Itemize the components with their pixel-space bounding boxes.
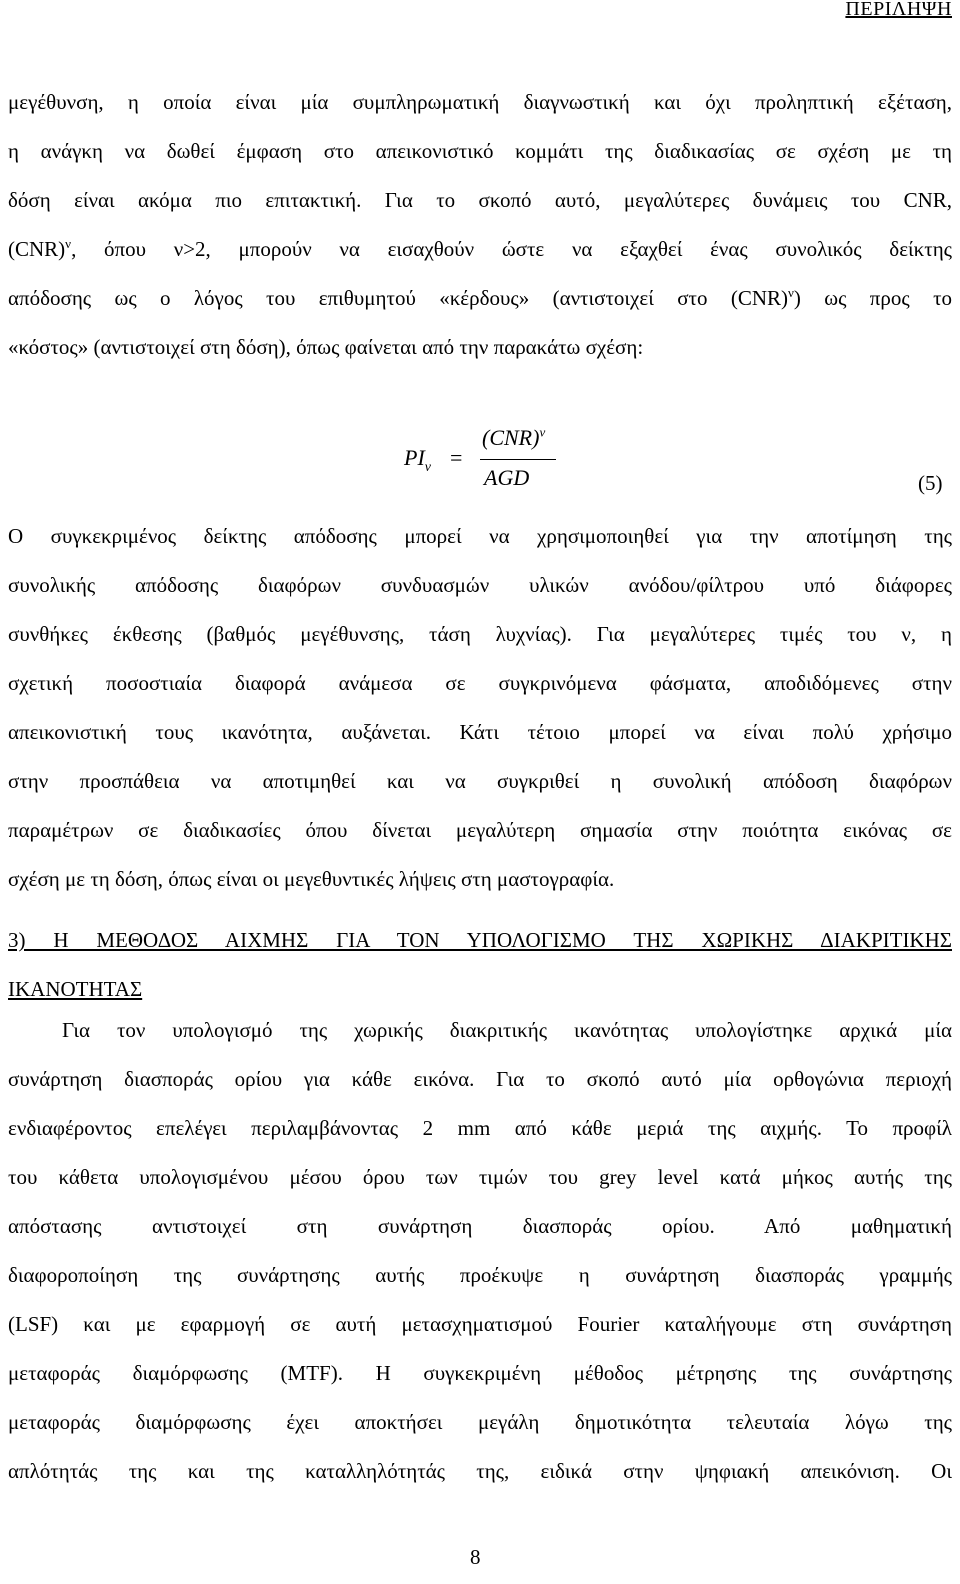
text-line: μεγέθυνση, η οποία είναι μία συμπληρωματική διαγνωστική και όχι προληπτική εξέταση, [8, 90, 952, 114]
fraction-bar [480, 459, 556, 460]
section-heading-line: 3) Η ΜΕΘΟΔΟΣ ΑΙΧΜΗΣ ΓΙΑ ΤΟΝ ΥΠΟΛΟΓΙΣΜΟ ΤΗΣ ΧΩΡΙΚΗΣ ΔΙΑΚΡΙΤΙΚΗΣ [8, 928, 952, 952]
text-line [8, 225, 952, 274]
text-line: παραμέτρων σε διαδικασίες όπου δίνεται μεγαλύτερη σημασία στην ποιότητα εικόνας σε [8, 818, 952, 842]
text-line: σχετική ποσοστιαία διαφορά ανάμεσα σε συγκρινόμενα φάσματα, αποδιδόμενες στην [8, 671, 952, 695]
text-fragment: απόδοσης ως ο λόγος του επιθυμητού «κέρδους» (αντιστοιχεί στο (CNR) [8, 286, 789, 310]
equation-numerator [482, 425, 545, 451]
running-header: ΠΕΡΙΛΗΨΗ [845, 0, 952, 20]
text-line: συνάρτηση διασποράς ορίου για κάθε εικόνα. Για το σκοπό αυτό μία ορθογώνια περιοχή [8, 1067, 952, 1091]
text-line: του κάθετα υπολογισμένου μέσου όρου των τιμών του grey level κατά μήκος αυτής της [8, 1165, 952, 1189]
text-line: συνολικής απόδοσης διαφόρων συνδυασμών υλικών ανόδου/φίλτρου υπό διάφορες [8, 573, 952, 597]
text-line: απεικονιστική τους ικανότητα, αυξάνεται. Κάτι τέτοιο μπορεί να είναι πολύ χρήσιμο [8, 720, 952, 744]
text-line: «κόστος» (αντιστοιχεί στη δόση), όπως φαίνεται από την παρακάτω σχέση: [8, 335, 644, 359]
text-fragment: , όπου ν>2, μπορούν να εισαχθούν ώστε να εξαχθεί ένας συνολικός δείκτης [71, 237, 952, 261]
text-line: η ανάγκη να δωθεί έμφαση στο απεικονιστικό κομμάτι της διαδικασίας σε σχέση με τη [8, 139, 952, 163]
text-line: Για τον υπολογισμό της χωρικής διακριτικής ικανότητας υπολογίστηκε αρχικά μία [62, 1018, 952, 1042]
text-line: συνθήκες έκθεσης (βαθμός μεγέθυνσης, τάση λυχνίας). Για μεγαλύτερες τιμές του ν, η [8, 622, 952, 646]
lhs-subscript: ν [424, 460, 431, 475]
text-line [8, 274, 952, 323]
text-fragment: ) ως προς το [793, 286, 953, 310]
equation-5 [404, 425, 960, 505]
text-line: διαφοροποίηση της συνάρτησης αυτής προέκυψε η συνάρτηση διασποράς γραμμής [8, 1263, 952, 1287]
equation-lhs [404, 445, 431, 475]
section-heading [8, 916, 952, 1014]
text-line: μεταφοράς διαμόρφωσης (MTF). Η συγκεκριμένη μέθοδος μέτρησης της συνάρτησης [8, 1361, 952, 1385]
text-fragment: (CNR) [8, 237, 66, 261]
page-number: 8 [470, 1545, 481, 1569]
numerator-text: (CNR) [482, 425, 540, 450]
lhs-symbol: PI [404, 445, 425, 470]
text-line: απόστασης αντιστοιχεί στη συνάρτηση διασποράς ορίου. Από μαθηματική [8, 1214, 952, 1238]
paragraph-intro [8, 78, 952, 372]
text-line: στην προσπάθεια να αποτιμηθεί και να συγκριθεί η συνολική απόδοση διαφόρων [8, 769, 952, 793]
text-line: δόση είναι ακόμα πιο επιτακτική. Για το σκοπό αυτό, μεγαλύτερες δυνάμεις του CNR, [8, 188, 952, 212]
text-line: μεταφοράς διαμόρφωσης έχει αποκτήσει μεγάλη δημοτικότητα τελευταία λόγω της [8, 1410, 952, 1434]
text-line: (LSF) και με εφαρμογή σε αυτή μετασχηματισμού Fourier καταλήγουμε στη συνάρτηση [8, 1312, 952, 1336]
equation-number: (5) [918, 471, 943, 495]
paragraph-edge-method [8, 1006, 952, 1496]
text-line: σχέση με τη δόση, όπως είναι οι μεγεθυντικές λήψεις στη μαστογραφία. [8, 867, 615, 891]
text-line: απλότητάς της και της καταλληλότητάς της, ειδικά στην ψηφιακή απεικόνιση. Οι [8, 1459, 952, 1483]
text-line: Ο συγκεκριμένος δείκτης απόδοσης μπορεί να χρησιμοποιηθεί για την αποτίμηση της [8, 524, 952, 548]
superscript: ν [788, 285, 794, 300]
paragraph-performance-index [8, 512, 952, 904]
numerator-exponent: ν [539, 424, 546, 440]
equation-denominator: AGD [484, 465, 530, 490]
superscript: ν [65, 236, 72, 251]
section-heading-line: ΙΚΑΝΟΤΗΤΑΣ [8, 977, 143, 1001]
equals-sign: = [450, 445, 463, 470]
text-line: ενδιαφέροντος επελέγει περιλαμβάνοντας 2 mm από κάθε μεριά της αιχμής. Το προφίλ [8, 1116, 952, 1140]
